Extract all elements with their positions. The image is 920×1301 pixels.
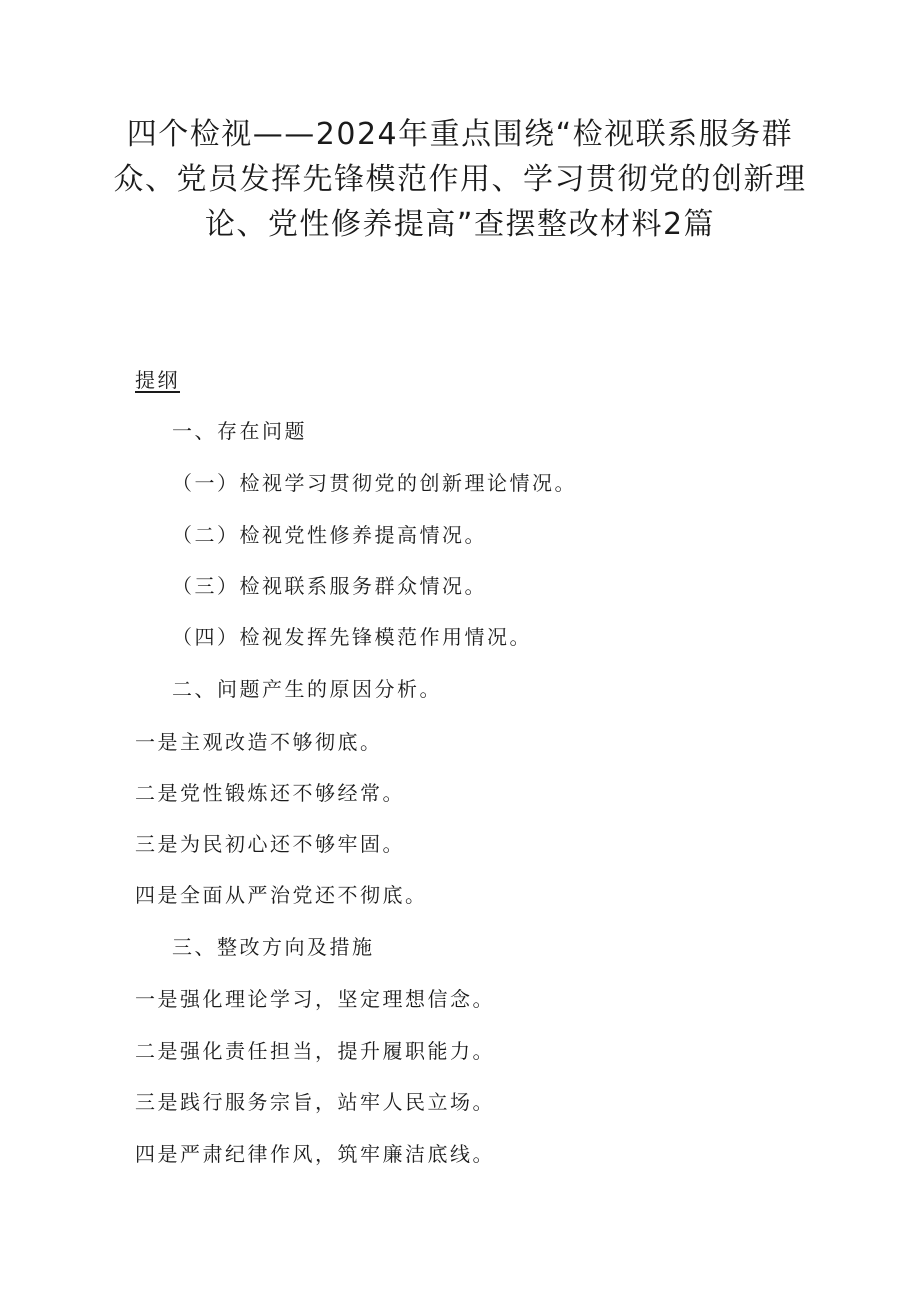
list-item: 一是主观改造不够彻底。	[135, 730, 383, 754]
list-item: （四）检视发挥先锋模范作用情况。	[172, 625, 532, 649]
document-title: 四个检视——2024年重点围绕“检视联系服务群众、党员发挥先锋模范作用、学习贯彻党的创新理论、党性修养提高”查摆整改材料2篇	[113, 117, 807, 242]
list-item: 一是强化理论学习，坚定理想信念。	[135, 987, 495, 1011]
list-item: 三是为民初心还不够牢固。	[135, 832, 405, 856]
list-item: （二）检视党性修养提高情况。	[172, 523, 487, 547]
section-heading-measures: 三、整改方向及措施	[172, 935, 375, 959]
list-item: 四是全面从严治党还不彻底。	[135, 883, 428, 907]
section-heading-problems: 一、存在问题	[172, 419, 307, 443]
list-item: 二是强化责任担当，提升履职能力。	[135, 1039, 495, 1063]
list-item: 四是严肃纪律作风，筑牢廉洁底线。	[135, 1142, 495, 1166]
list-item: 三是践行服务宗旨，站牢人民立场。	[135, 1090, 495, 1114]
list-item: （一）检视学习贯彻党的创新理论情况。	[172, 471, 577, 495]
section-heading-causes: 二、问题产生的原因分析。	[172, 677, 442, 701]
list-item: 二是党性锻炼还不够经常。	[135, 781, 405, 805]
list-item: （三）检视联系服务群众情况。	[172, 574, 487, 598]
outline-heading: 提纲	[135, 368, 180, 392]
